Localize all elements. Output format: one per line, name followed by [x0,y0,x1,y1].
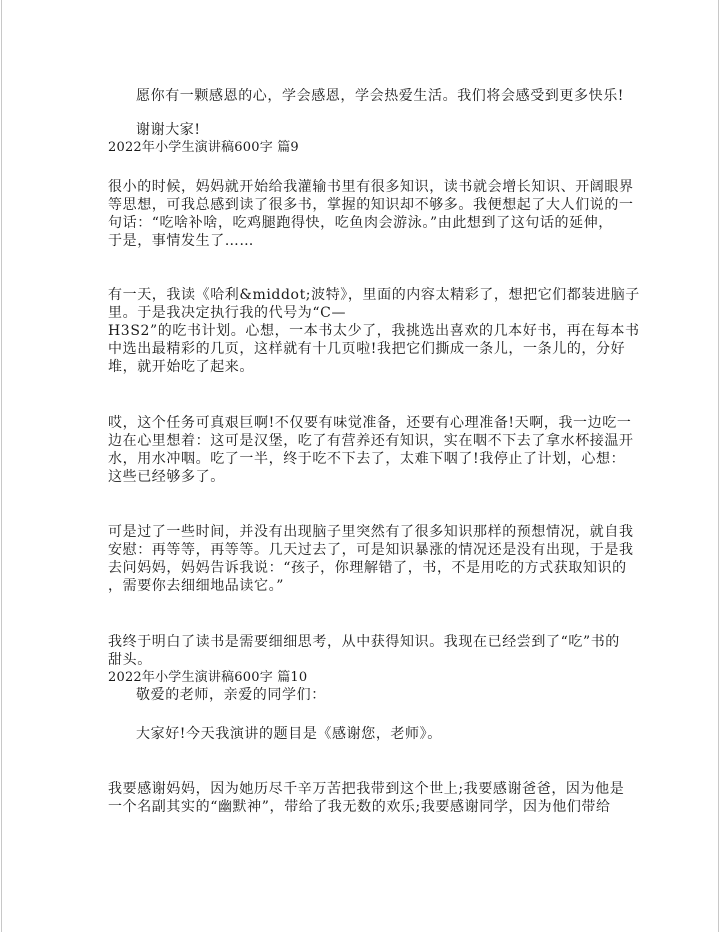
paragraph-line: 谢谢大家! [136,122,201,138]
section-heading: 2022年小学生演讲稿600字 篇9 [108,140,299,155]
paragraph-line: 这些已经够多了。 [108,469,225,485]
paragraph-line: 等思想，可我总感到读了很多书，掌握的知识却不够多。我便想起了大人们说的一 [108,197,634,213]
paragraph-line: 安慰：再等等，再等等。几天过去了，可是知识暴涨的情况还是没有出现，于是我 [108,542,634,558]
paragraph-line: 可是过了一些时间，并没有出现脑子里突然有了很多知识那样的预想情况，就自我 [108,524,634,540]
paragraph-line: 我终于明白了读书是需要细细思考，从中获得知识。我现在已经尝到了“吃”书的 [108,634,620,650]
paragraph-line: 大家好!今天我演讲的题目是《感谢您，老师》。 [136,726,442,742]
paragraph-line: 边在心里想着：这可是汉堡，吃了有营养还有知识，实在咽不下去了拿水杯接温开 [108,433,634,449]
paragraph-line: 我要感谢妈妈，因为她历尽千辛万苦把我带到这个世上;我要感谢爸爸，因为他是 [108,781,625,797]
section-heading: 2022年小学生演讲稿600字 篇10 [108,670,308,685]
paragraph-line: 水，用水冲咽。吃了一半，终于吃不下去了，太难下咽了!我停止了计划，心想： [108,451,626,467]
paragraph-line: 于是，事情发生了…… [108,233,254,249]
paragraph-line: 句话：“吃啥补啥，吃鸡腿跑得快，吃鱼肉会游泳。”由此想到了这句话的延伸， [108,215,613,231]
paragraph-line: 愿你有一颗感恩的心，学会感恩，学会热爱生活。我们将会感受到更多快乐! [136,88,625,104]
paragraph-line: 中选出最精彩的几页，这样就有十几页啦!我把它们撕成一条儿，一条儿的，分好 [108,341,626,357]
paragraph-line: 甜头。 [108,652,152,668]
paragraph-line: 敬爱的老师，亲爱的同学们： [136,687,326,703]
paragraph-line: ，需要你去细细地品读它。” [108,578,284,594]
paragraph-line: H3S2”的吃书计划。心想，一本书太少了，我挑选出喜欢的几本好书，再在每本书 [108,323,640,339]
paragraph-line: 去问妈妈，妈妈告诉我说：“孩子，你理解错了，书，不是用吃的方式获取知识的 [108,560,627,576]
page-border-right [718,0,719,932]
paragraph-line: 很小的时候，妈妈就开始给我灌输书里有很多知识，读书就会增长知识、开阔眼界 [108,179,634,195]
paragraph-line: 堆，就开始吃了起来。 [108,359,254,375]
paragraph-line: 哎，这个任务可真艰巨啊!不仅要有味觉准备，还要有心理准备!天啊，我一边吃一 [108,415,632,431]
paragraph-line: 里。于是我决定执行我的代号为“C— [108,305,347,321]
page-border-left [1,0,2,932]
paragraph-line: 有一天，我读《哈利&middot;波特》，里面的内容太精彩了，想把它们都装进脑子 [108,287,640,303]
paragraph-line: 一个名副其实的“幽默神”，带给了我无数的欢乐;我要感谢同学，因为他们带给 [108,799,611,815]
